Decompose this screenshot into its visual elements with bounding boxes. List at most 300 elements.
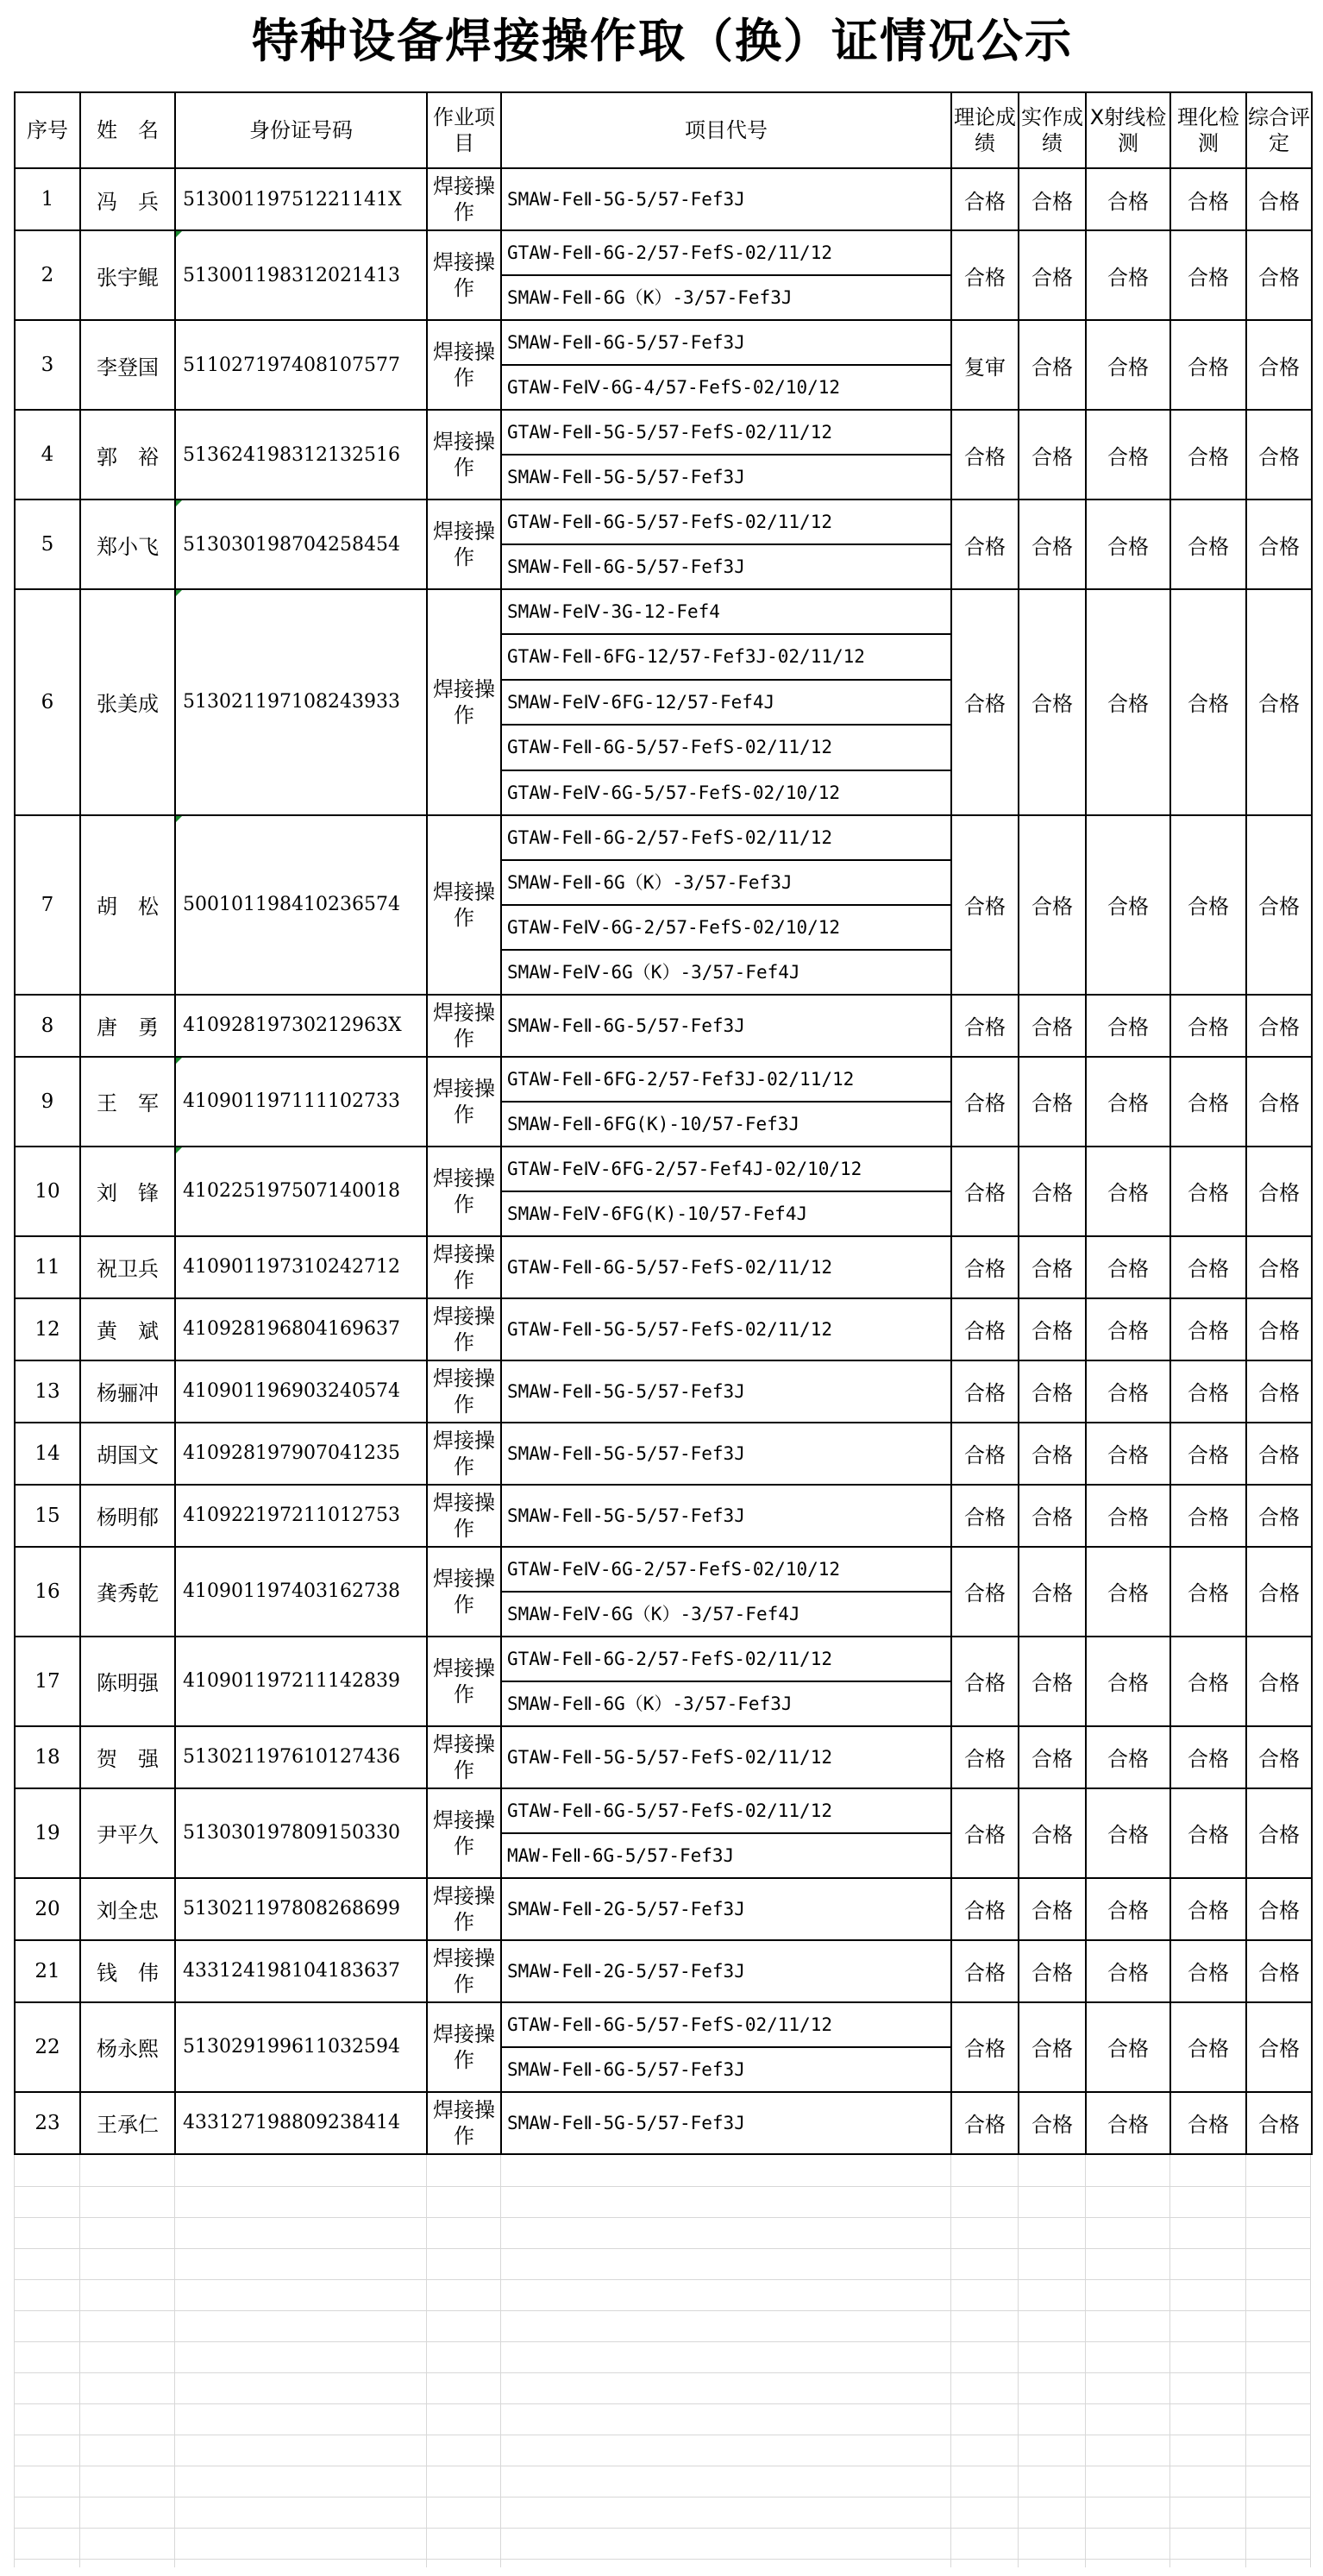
- row-seq: 21: [15, 1940, 80, 2002]
- row-operation: 焊接操作: [427, 1147, 501, 1236]
- row-seq: 20: [15, 1878, 80, 1940]
- row-id-number: 51300119751221141X: [175, 168, 427, 230]
- row-projects: [501, 1547, 951, 1637]
- row-projects: [501, 1360, 951, 1423]
- row-overall-result: 合格: [1246, 995, 1312, 1057]
- project-code: SMAW-FeⅣ-6G（K）-3/57-Fef4J: [502, 949, 950, 994]
- row-operation: 焊接操作: [427, 589, 501, 815]
- row-operation: 焊接操作: [427, 1298, 501, 1360]
- row-xray-result: 合格: [1086, 168, 1170, 230]
- table-row: [15, 1147, 1312, 1236]
- row-name: 王 军: [80, 1057, 175, 1147]
- table-row: [15, 815, 1312, 995]
- header-project: 项目代号: [501, 92, 951, 168]
- row-id-number: 513021197108243933: [175, 589, 427, 815]
- row-xray-result: 合格: [1086, 1547, 1170, 1637]
- project-code: GTAW-FeⅡ-5G-5/57-FefS-02/11/12: [507, 422, 832, 443]
- row-practice-result: 合格: [1019, 1360, 1086, 1423]
- project-code: GTAW-FeⅣ-6G-5/57-FefS-02/10/12: [502, 770, 950, 814]
- row-xray-result: 合格: [1086, 1878, 1170, 1940]
- project-code: SMAW-FeⅣ-6FG(K)-10/57-Fef4J: [502, 1191, 950, 1235]
- row-practice-result: 合格: [1019, 1726, 1086, 1788]
- table-row: [15, 1637, 1312, 1726]
- row-practice-result: 合格: [1019, 410, 1086, 499]
- row-seq: 15: [15, 1485, 80, 1547]
- row-projects: [501, 1485, 951, 1547]
- row-operation: 焊接操作: [427, 1726, 501, 1788]
- row-seq: 5: [15, 499, 80, 589]
- row-overall-result: 合格: [1246, 230, 1312, 320]
- row-name: 祝卫兵: [80, 1236, 175, 1298]
- row-projects: [501, 589, 951, 815]
- project-code: SMAW-FeⅡ-2G-5/57-Fef3J: [507, 1960, 745, 1982]
- row-theory-result: 合格: [951, 1057, 1019, 1147]
- row-theory-result: 合格: [951, 499, 1019, 589]
- row-practice-result: 合格: [1019, 1485, 1086, 1547]
- row-phys-result: 合格: [1170, 499, 1246, 589]
- row-xray-result: 合格: [1086, 499, 1170, 589]
- row-overall-result: 合格: [1246, 815, 1312, 995]
- row-projects: [501, 499, 951, 589]
- row-name: 胡国文: [80, 1423, 175, 1485]
- header-theory: 理论成绩: [951, 92, 1019, 168]
- row-id-number: 410901197310242712: [175, 1236, 427, 1298]
- project-code: GTAW-FeⅡ-6G-2/57-FefS-02/11/12: [507, 826, 832, 848]
- row-projects: [501, 1878, 951, 1940]
- table-row: [15, 589, 1312, 815]
- row-phys-result: 合格: [1170, 1236, 1246, 1298]
- row-projects: [501, 1637, 951, 1726]
- row-name: 王承仁: [80, 2092, 175, 2154]
- row-seq: 10: [15, 1147, 80, 1236]
- project-code: SMAW-FeⅡ-6G（K）-3/57-Fef3J: [502, 1681, 950, 1725]
- row-operation: 焊接操作: [427, 1360, 501, 1423]
- row-overall-result: 合格: [1246, 410, 1312, 499]
- row-id-number: 410928196804169637: [175, 1298, 427, 1360]
- row-overall-result: 合格: [1246, 589, 1312, 815]
- row-seq: 4: [15, 410, 80, 499]
- row-overall-result: 合格: [1246, 1147, 1312, 1236]
- row-xray-result: 合格: [1086, 995, 1170, 1057]
- project-code: SMAW-FeⅡ-5G-5/57-Fef3J: [507, 1505, 745, 1526]
- header-phys: 理化检测: [1170, 92, 1246, 168]
- project-code: SMAW-FeⅡ-5G-5/57-Fef3J: [507, 2112, 745, 2133]
- row-operation: 焊接操作: [427, 230, 501, 320]
- table-header-row: [15, 92, 1312, 168]
- row-operation: 焊接操作: [427, 168, 501, 230]
- row-operation: 焊接操作: [427, 1940, 501, 2002]
- row-practice-result: 合格: [1019, 230, 1086, 320]
- row-practice-result: 合格: [1019, 168, 1086, 230]
- table-row: [15, 1236, 1312, 1298]
- row-name: 钱 伟: [80, 1940, 175, 2002]
- row-id-number: 433124198104183637: [175, 1940, 427, 2002]
- row-overall-result: 合格: [1246, 1298, 1312, 1360]
- project-code: SMAW-FeⅡ-6G-5/57-Fef3J: [507, 1015, 745, 1036]
- row-practice-result: 合格: [1019, 320, 1086, 410]
- project-code: MAW-FeⅡ-6G-5/57-Fef3J: [502, 1832, 950, 1877]
- header-name: 姓 名: [80, 92, 175, 168]
- project-code: GTAW-FeⅣ-6FG-2/57-Fef4J-02/10/12: [507, 1158, 862, 1179]
- row-theory-result: 合格: [951, 1147, 1019, 1236]
- row-phys-result: 合格: [1170, 1485, 1246, 1547]
- row-id-number: 410225197507140018: [175, 1147, 427, 1236]
- table-row: [15, 1057, 1312, 1147]
- row-overall-result: 合格: [1246, 1878, 1312, 1940]
- row-practice-result: 合格: [1019, 1298, 1086, 1360]
- row-phys-result: 合格: [1170, 2002, 1246, 2092]
- row-xray-result: 合格: [1086, 1057, 1170, 1147]
- row-id-number: 511027197408107577: [175, 320, 427, 410]
- row-id-number: 41092819730212963X: [175, 995, 427, 1057]
- row-xray-result: 合格: [1086, 1637, 1170, 1726]
- project-code: GTAW-FeⅡ-5G-5/57-FefS-02/11/12: [507, 1746, 832, 1768]
- row-id-number: 410901197211142839: [175, 1637, 427, 1726]
- project-code: SMAW-FeⅡ-6G（K）-3/57-Fef3J: [502, 859, 950, 904]
- row-theory-result: 合格: [951, 1726, 1019, 1788]
- row-phys-result: 合格: [1170, 995, 1246, 1057]
- row-seq: 3: [15, 320, 80, 410]
- row-phys-result: 合格: [1170, 1637, 1246, 1726]
- row-operation: 焊接操作: [427, 499, 501, 589]
- row-name: 陈明强: [80, 1637, 175, 1726]
- row-operation: 焊接操作: [427, 815, 501, 995]
- row-theory-result: 合格: [951, 1940, 1019, 2002]
- row-name: 张美成: [80, 589, 175, 815]
- row-overall-result: 合格: [1246, 499, 1312, 589]
- row-name: 尹平久: [80, 1788, 175, 1878]
- row-projects: [501, 230, 951, 320]
- row-theory-result: 合格: [951, 1637, 1019, 1726]
- row-phys-result: 合格: [1170, 1726, 1246, 1788]
- row-overall-result: 合格: [1246, 1637, 1312, 1726]
- row-name: 冯 兵: [80, 168, 175, 230]
- row-projects: [501, 1726, 951, 1788]
- row-id-number: 410922197211012753: [175, 1485, 427, 1547]
- table-row: [15, 1878, 1312, 1940]
- row-projects: [501, 1423, 951, 1485]
- row-name: 黄 斌: [80, 1298, 175, 1360]
- row-xray-result: 合格: [1086, 2092, 1170, 2154]
- row-id-number: 513001198312021413: [175, 230, 427, 320]
- row-seq: 12: [15, 1298, 80, 1360]
- row-phys-result: 合格: [1170, 410, 1246, 499]
- project-code: SMAW-FeⅡ-6G-5/57-Fef3J: [507, 332, 745, 353]
- row-projects: [501, 1298, 951, 1360]
- row-theory-result: 合格: [951, 1547, 1019, 1637]
- project-code: GTAW-FeⅡ-6G-2/57-FefS-02/11/12: [507, 242, 832, 263]
- row-practice-result: 合格: [1019, 1547, 1086, 1637]
- row-xray-result: 合格: [1086, 1236, 1170, 1298]
- project-code: GTAW-FeⅡ-6G-5/57-FefS-02/11/12: [507, 2014, 832, 2035]
- row-projects: [501, 1147, 951, 1236]
- row-practice-result: 合格: [1019, 995, 1086, 1057]
- project-code: GTAW-FeⅡ-6G-5/57-FefS-02/11/12: [507, 1800, 832, 1821]
- row-seq: 9: [15, 1057, 80, 1147]
- table-row: [15, 1360, 1312, 1423]
- row-theory-result: 合格: [951, 2002, 1019, 2092]
- row-theory-result: 合格: [951, 1878, 1019, 1940]
- project-code: SMAW-FeⅣ-6G（K）-3/57-Fef4J: [502, 1591, 950, 1636]
- row-id-number: 410901197403162738: [175, 1547, 427, 1637]
- row-operation: 焊接操作: [427, 1547, 501, 1637]
- row-id-number: 513030197809150330: [175, 1788, 427, 1878]
- project-code: GTAW-FeⅡ-6G-2/57-FefS-02/11/12: [507, 1648, 832, 1669]
- row-overall-result: 合格: [1246, 1057, 1312, 1147]
- project-code: SMAW-FeⅡ-6G-5/57-Fef3J: [502, 2046, 950, 2091]
- row-seq: 23: [15, 2092, 80, 2154]
- row-xray-result: 合格: [1086, 2002, 1170, 2092]
- row-theory-result: 合格: [951, 230, 1019, 320]
- table-row: [15, 1547, 1312, 1637]
- row-seq: 18: [15, 1726, 80, 1788]
- row-seq: 6: [15, 589, 80, 815]
- row-operation: 焊接操作: [427, 995, 501, 1057]
- row-phys-result: 合格: [1170, 589, 1246, 815]
- row-seq: 14: [15, 1423, 80, 1485]
- row-operation: 焊接操作: [427, 1485, 501, 1547]
- row-phys-result: 合格: [1170, 1940, 1246, 2002]
- row-xray-result: 合格: [1086, 1423, 1170, 1485]
- row-projects: [501, 995, 951, 1057]
- row-id-number: 433127198809238414: [175, 2092, 427, 2154]
- row-xray-result: 合格: [1086, 1360, 1170, 1423]
- row-seq: 19: [15, 1788, 80, 1878]
- project-code: GTAW-FeⅡ-6G-5/57-FefS-02/11/12: [507, 512, 832, 532]
- row-overall-result: 合格: [1246, 168, 1312, 230]
- project-code: SMAW-FeⅡ-6G（K）-3/57-Fef3J: [502, 274, 950, 319]
- row-theory-result: 合格: [951, 1298, 1019, 1360]
- row-practice-result: 合格: [1019, 1236, 1086, 1298]
- row-phys-result: 合格: [1170, 1423, 1246, 1485]
- row-phys-result: 合格: [1170, 2092, 1246, 2154]
- row-xray-result: 合格: [1086, 230, 1170, 320]
- row-name: 胡 松: [80, 815, 175, 995]
- row-projects: [501, 1236, 951, 1298]
- row-id-number: 410901196903240574: [175, 1360, 427, 1423]
- row-name: 杨骊冲: [80, 1360, 175, 1423]
- row-theory-result: 合格: [951, 1236, 1019, 1298]
- row-phys-result: 合格: [1170, 815, 1246, 995]
- project-code: SMAW-FeⅡ-5G-5/57-Fef3J: [507, 189, 745, 210]
- row-practice-result: 合格: [1019, 1940, 1086, 2002]
- project-code: SMAW-FeⅡ-6G-5/57-Fef3J: [502, 543, 950, 588]
- row-xray-result: 合格: [1086, 815, 1170, 995]
- row-id-number: 513624198312132516: [175, 410, 427, 499]
- row-practice-result: 合格: [1019, 1423, 1086, 1485]
- row-name: 张宇鲲: [80, 230, 175, 320]
- project-code: SMAW-FeⅡ-6FG(K)-10/57-Fef3J: [502, 1101, 950, 1146]
- row-id-number: 500101198410236574: [175, 815, 427, 995]
- header-xray: X射线检测: [1086, 92, 1170, 168]
- row-projects: [501, 2092, 951, 2154]
- row-operation: 焊接操作: [427, 1057, 501, 1147]
- row-projects: [501, 815, 951, 995]
- project-code: SMAW-FeⅡ-5G-5/57-Fef3J: [507, 1442, 745, 1464]
- row-operation: 焊接操作: [427, 2002, 501, 2092]
- row-theory-result: 合格: [951, 410, 1019, 499]
- row-xray-result: 合格: [1086, 1298, 1170, 1360]
- row-overall-result: 合格: [1246, 1485, 1312, 1547]
- row-seq: 7: [15, 815, 80, 995]
- row-phys-result: 合格: [1170, 1788, 1246, 1878]
- row-projects: [501, 1788, 951, 1878]
- row-phys-result: 合格: [1170, 1147, 1246, 1236]
- row-practice-result: 合格: [1019, 1788, 1086, 1878]
- row-overall-result: 合格: [1246, 2002, 1312, 2092]
- project-code: GTAW-FeⅡ-6FG-2/57-Fef3J-02/11/12: [507, 1068, 855, 1090]
- row-overall-result: 合格: [1246, 2092, 1312, 2154]
- row-theory-result: 合格: [951, 589, 1019, 815]
- row-seq: 8: [15, 995, 80, 1057]
- row-theory-result: 合格: [951, 1360, 1019, 1423]
- header-seq: 序号: [15, 92, 80, 168]
- row-name: 郑小飞: [80, 499, 175, 589]
- row-overall-result: 合格: [1246, 320, 1312, 410]
- row-xray-result: 合格: [1086, 589, 1170, 815]
- row-theory-result: 合格: [951, 815, 1019, 995]
- row-phys-result: 合格: [1170, 1878, 1246, 1940]
- row-operation: 焊接操作: [427, 410, 501, 499]
- project-code: SMAW-FeⅡ-2G-5/57-Fef3J: [507, 1898, 745, 1919]
- project-code: GTAW-FeⅡ-6FG-12/57-Fef3J-02/11/12: [502, 633, 950, 678]
- row-name: 刘全忠: [80, 1878, 175, 1940]
- table-row: [15, 230, 1312, 320]
- row-overall-result: 合格: [1246, 1726, 1312, 1788]
- certificate-table: [14, 91, 1313, 2155]
- row-name: 李登国: [80, 320, 175, 410]
- row-operation: 焊接操作: [427, 2092, 501, 2154]
- row-practice-result: 合格: [1019, 1878, 1086, 1940]
- row-xray-result: 合格: [1086, 410, 1170, 499]
- table-row: [15, 1423, 1312, 1485]
- table-row: [15, 168, 1312, 230]
- row-projects: [501, 1057, 951, 1147]
- row-name: 刘 锋: [80, 1147, 175, 1236]
- row-practice-result: 合格: [1019, 1147, 1086, 1236]
- row-seq: 1: [15, 168, 80, 230]
- row-theory-result: 合格: [951, 1788, 1019, 1878]
- table-row: [15, 320, 1312, 410]
- project-code: GTAW-FeⅣ-6G-2/57-FefS-02/10/12: [507, 1558, 841, 1580]
- row-xray-result: 合格: [1086, 1940, 1170, 2002]
- row-phys-result: 合格: [1170, 1298, 1246, 1360]
- row-operation: 焊接操作: [427, 320, 501, 410]
- row-theory-result: 合格: [951, 1485, 1019, 1547]
- row-id-number: 410928197907041235: [175, 1423, 427, 1485]
- row-overall-result: 合格: [1246, 1788, 1312, 1878]
- header-overall: 综合评定: [1246, 92, 1312, 168]
- header-id: 身份证号码: [175, 92, 427, 168]
- project-code: GTAW-FeⅡ-6G-5/57-FefS-02/11/12: [507, 1256, 832, 1278]
- row-projects: [501, 2002, 951, 2092]
- table-row: [15, 1940, 1312, 2002]
- row-name: 龚秀乾: [80, 1547, 175, 1637]
- row-xray-result: 合格: [1086, 1788, 1170, 1878]
- row-overall-result: 合格: [1246, 1423, 1312, 1485]
- row-id-number: 410901197111102733: [175, 1057, 427, 1147]
- row-phys-result: 合格: [1170, 1547, 1246, 1637]
- row-phys-result: 合格: [1170, 168, 1246, 230]
- row-phys-result: 合格: [1170, 1360, 1246, 1423]
- row-projects: [501, 320, 951, 410]
- table-row: [15, 2092, 1312, 2154]
- project-code: SMAW-FeⅣ-3G-12-Fef4: [507, 601, 720, 622]
- row-projects: [501, 410, 951, 499]
- row-theory-result: 合格: [951, 168, 1019, 230]
- row-name: 杨明郁: [80, 1485, 175, 1547]
- table-row: [15, 1726, 1312, 1788]
- project-code: GTAW-FeⅡ-6G-5/57-FefS-02/11/12: [502, 724, 950, 769]
- row-xray-result: 合格: [1086, 1726, 1170, 1788]
- row-theory-result: 合格: [951, 1423, 1019, 1485]
- row-id-number: 513030198704258454: [175, 499, 427, 589]
- project-code: GTAW-FeⅣ-6G-2/57-FefS-02/10/12: [502, 904, 950, 949]
- table-row: [15, 410, 1312, 499]
- row-xray-result: 合格: [1086, 1147, 1170, 1236]
- row-operation: 焊接操作: [427, 1788, 501, 1878]
- row-id-number: 513021197610127436: [175, 1726, 427, 1788]
- project-code: GTAW-FeⅡ-5G-5/57-FefS-02/11/12: [507, 1318, 832, 1340]
- row-seq: 13: [15, 1360, 80, 1423]
- row-seq: 17: [15, 1637, 80, 1726]
- row-practice-result: 合格: [1019, 1637, 1086, 1726]
- row-name: 贺 强: [80, 1726, 175, 1788]
- row-id-number: 513029199611032594: [175, 2002, 427, 2092]
- row-practice-result: 合格: [1019, 1057, 1086, 1147]
- row-operation: 焊接操作: [427, 1637, 501, 1726]
- project-code: SMAW-FeⅡ-5G-5/57-Fef3J: [507, 1380, 745, 1402]
- row-overall-result: 合格: [1246, 1236, 1312, 1298]
- row-theory-result: 合格: [951, 995, 1019, 1057]
- table-row: [15, 995, 1312, 1057]
- row-xray-result: 合格: [1086, 320, 1170, 410]
- row-practice-result: 合格: [1019, 815, 1086, 995]
- header-practice: 实作成绩: [1019, 92, 1086, 168]
- row-projects: [501, 1940, 951, 2002]
- row-overall-result: 合格: [1246, 1547, 1312, 1637]
- row-seq: 16: [15, 1547, 80, 1637]
- row-name: 唐 勇: [80, 995, 175, 1057]
- table-row: [15, 2002, 1312, 2092]
- row-seq: 22: [15, 2002, 80, 2092]
- row-name: 杨永熙: [80, 2002, 175, 2092]
- row-projects: [501, 168, 951, 230]
- row-overall-result: 合格: [1246, 1940, 1312, 2002]
- row-operation: 焊接操作: [427, 1423, 501, 1485]
- row-overall-result: 合格: [1246, 1360, 1312, 1423]
- row-theory-result: 复审: [951, 320, 1019, 410]
- row-practice-result: 合格: [1019, 499, 1086, 589]
- row-phys-result: 合格: [1170, 230, 1246, 320]
- row-operation: 焊接操作: [427, 1236, 501, 1298]
- row-practice-result: 合格: [1019, 2092, 1086, 2154]
- row-operation: 焊接操作: [427, 1878, 501, 1940]
- page-title: 特种设备焊接操作取（换）证情况公示: [252, 14, 1073, 68]
- table-row: [15, 499, 1312, 589]
- empty-spreadsheet-grid: [14, 2155, 1311, 2567]
- row-xray-result: 合格: [1086, 1485, 1170, 1547]
- header-op: 作业项目: [427, 92, 501, 168]
- row-phys-result: 合格: [1170, 1057, 1246, 1147]
- table-row: [15, 1788, 1312, 1878]
- row-theory-result: 合格: [951, 2092, 1019, 2154]
- row-practice-result: 合格: [1019, 589, 1086, 815]
- row-id-number: 513021197808268699: [175, 1878, 427, 1940]
- row-seq: 2: [15, 230, 80, 320]
- project-code: SMAW-FeⅡ-5G-5/57-Fef3J: [502, 454, 950, 499]
- table-row: [15, 1298, 1312, 1360]
